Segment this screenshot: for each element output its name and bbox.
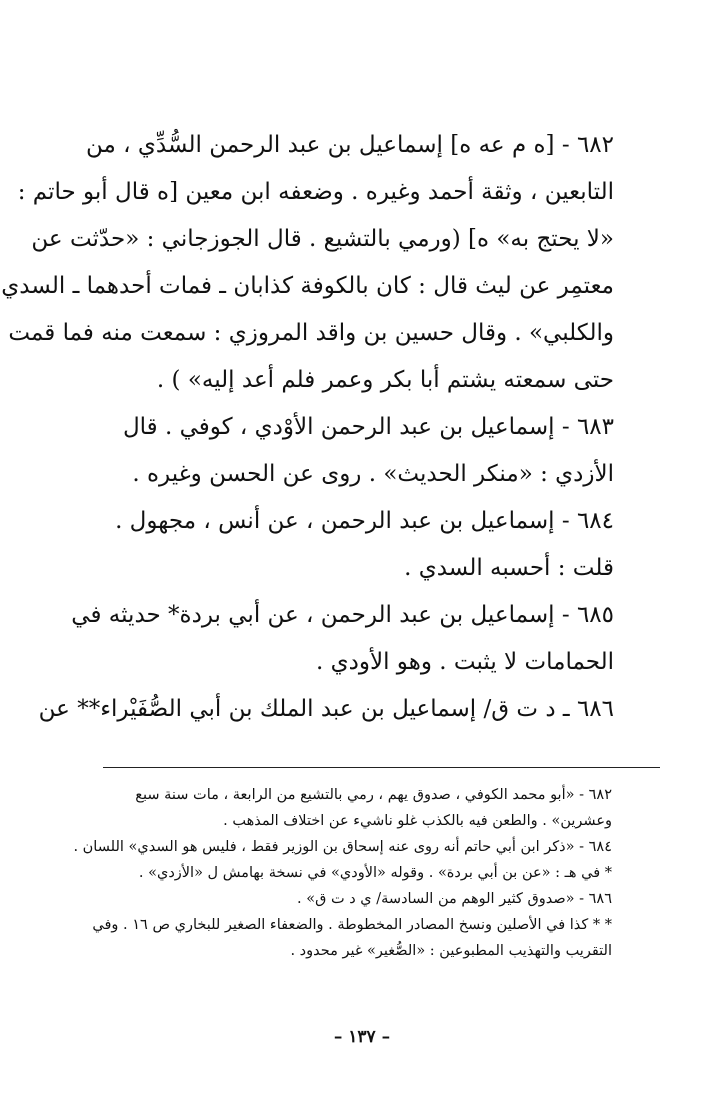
text-line: حتى سمعته يشتم أبا بكر وعمر فلم أعد إليه» ) . <box>156 367 614 393</box>
text-line: ٦٨٥ - إسماعيل بن عبد الرحمن ، عن أبي بردة* حديثه في <box>71 602 614 628</box>
footnote-line: التقريب والتهذيب المطبوعين : «الصُّغير» غير محدود . <box>290 943 612 959</box>
text-line: الحمامات لا يثبت . وهو الأودي . <box>316 649 614 675</box>
text-line: الأزدي : «منكر الحديث» . روى عن الحسن وغيره . <box>132 461 614 487</box>
footnotes <box>73 782 612 964</box>
footnote-line: * * كذا في الأصلين ونسخ المصادر المخطوطة . والضعفاء الصغير للبخاري ص ١٦ . وفي <box>92 917 612 933</box>
footnote-line: وعشرين» . والطعن فيه بالكذب غلو ناشيء عن اختلاف المذهب . <box>223 813 612 829</box>
entry-684 <box>100 498 614 592</box>
entry-683 <box>100 404 614 498</box>
page-number: – ١٣٧ – <box>333 1027 391 1047</box>
entry-682 <box>1 122 614 404</box>
text-line: ٦٨٣ - إسماعيل بن عبد الرحمن الأوْدي ، كوفي . قال <box>122 414 614 440</box>
text-line: معتمِر عن ليث قال : كان بالكوفة كذابان ـ فمات أحدهما ـ السدي <box>1 273 614 299</box>
text-line: والكلبي» . وقال حسين بن واقد المروزي : سمعت منه فما قمت <box>8 320 614 346</box>
text-line: ٦٨٤ - إسماعيل بن عبد الرحمن ، عن أنس ، مجهول . <box>115 508 614 534</box>
footnote-line: ٦٨٦ - «صدوق كثير الوهم من السادسة/ ي د ت ق» . <box>297 891 612 907</box>
footnote-line: ٦٨٢ - «أبو محمد الكوفي ، صدوق يهم ، رمي بالتشيع من الرابعة ، مات سنة سبع <box>135 787 612 803</box>
footnote-divider <box>103 767 660 768</box>
text-line: «لا يحتج به» ه] (ورمي بالتشيع . قال الجوزجاني : «حدّثت عن <box>31 226 614 252</box>
entry-685 <box>71 592 614 686</box>
text-line: التابعين ، وثقة أحمد وغيره . وضعفه ابن معين [ه قال أبو حاتم : <box>17 179 614 205</box>
text-line: قلت : أحسبه السدي . <box>404 555 614 581</box>
main-text <box>1 122 614 733</box>
footnote-line: * في هـ : «عن بن أبي بردة» . وقوله «الأودي» في نسخة بهامش ل «الأزدي» . <box>138 865 612 881</box>
entry-686 <box>38 686 614 733</box>
text-line: ٦٨٢ - [ه م عه ه] إسماعيل بن عبد الرحمن السُّدِّي ، من <box>86 132 614 158</box>
footnote-line: ٦٨٤ - «ذكر ابن أبي حاتم أنه روى عنه إسحاق بن الوزير فقط ، فليس هو السدي» اللسان . <box>73 839 612 855</box>
text-line: ٦٨٦ ـ د ت ق/ إسماعيل بن عبد الملك بن أبي الصُّفَيْراء** عن <box>38 696 614 722</box>
